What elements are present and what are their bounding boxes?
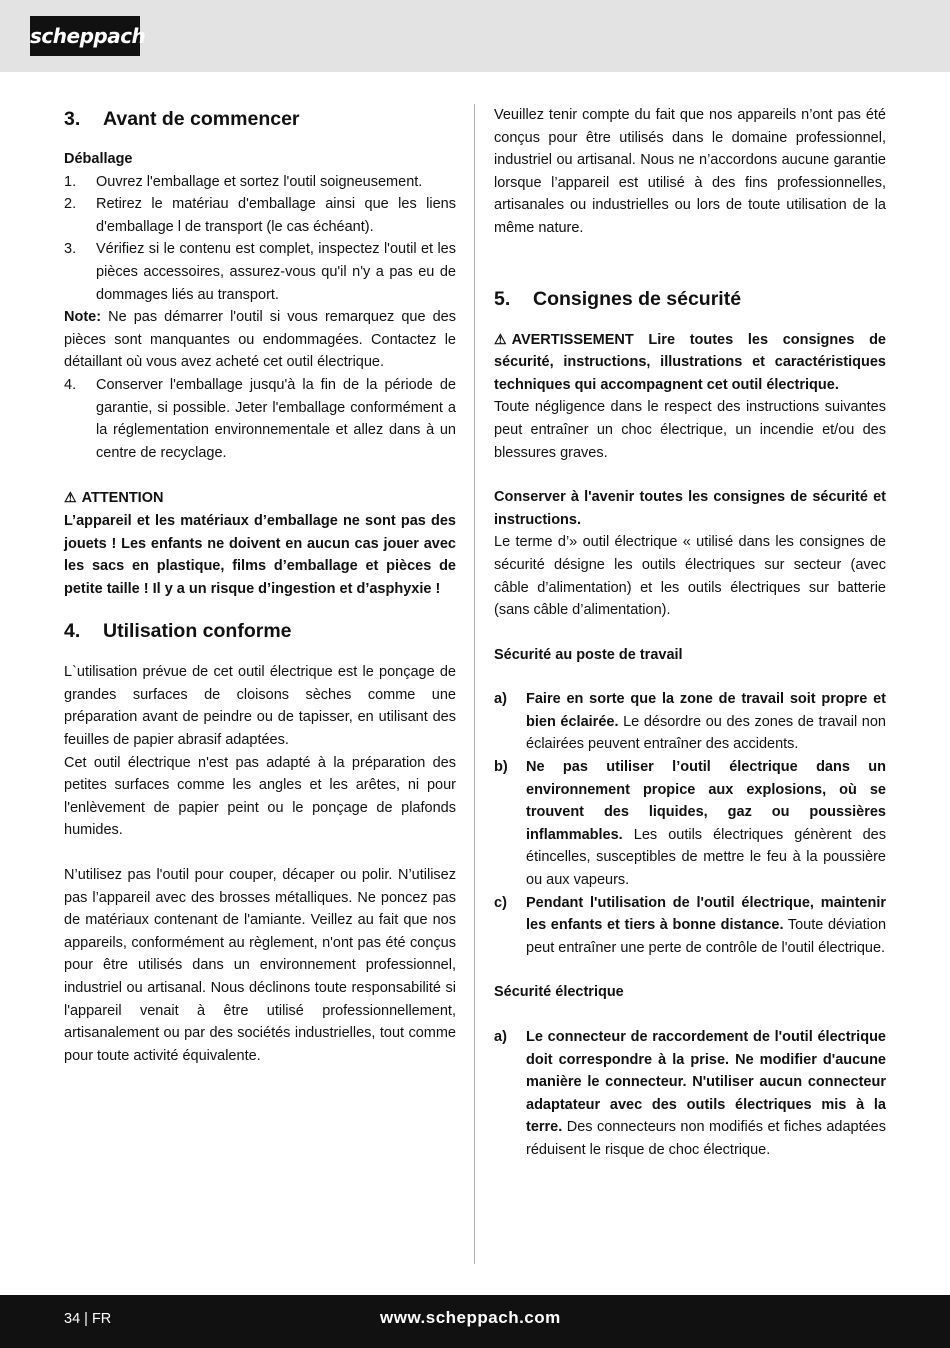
note-paragraph — [64, 306, 456, 374]
list-item — [494, 1026, 886, 1162]
section-title: Avant de commencer — [103, 108, 300, 130]
list-item — [494, 688, 886, 756]
brand-logo: scheppach — [30, 16, 140, 56]
unpacking-list — [64, 171, 456, 307]
intro-paragraph: Veuillez tenir compte du fait que nos appareils n’ont pas été conçus pour être utilisés dans le domaine professionnel, industriel ou artisanal. Nous ne n’accordons aucune garantie lorsque l’appareil est utilisé à des fins professionnelles, artisanales ou industrielles ou lors de toute utilisation de la même nature. — [494, 107, 886, 236]
warning-text: Toute négligence dans le respect des instructions suivantes peut entraîner un choc électrique, un incendie et/ou des blessures graves. — [494, 399, 886, 461]
website-link[interactable]: www.scheppach.com — [380, 1308, 561, 1327]
item-bold-text: Pendant l'utilisation de l'outil électrique, maintenir les enfants et tiers à bonne distance. — [526, 894, 886, 934]
column-divider — [474, 104, 475, 1264]
list-item — [64, 238, 456, 306]
item-text: Toute déviation peut entraîner une perte de contrôle de l'outil électrique. — [526, 917, 887, 956]
section-title: Utilisation conforme — [103, 620, 292, 643]
item-marker: 2. — [64, 196, 77, 213]
item-marker: a) — [494, 691, 507, 708]
list-item — [64, 171, 456, 194]
list-item — [64, 193, 456, 238]
section-number: 4. — [64, 620, 81, 643]
list-item — [494, 892, 886, 960]
section-3-heading — [64, 104, 456, 134]
item-marker: 4. — [64, 376, 77, 393]
list-item — [64, 374, 456, 464]
note-text: Ne pas démarrer l'outil si vous remarquez que des pièces sont manquantes ou endommagées. Contactez le détaillant où vous avez acheté cet outil électrique. — [64, 309, 456, 371]
item-marker: 3. — [64, 241, 77, 258]
item-text: Des connecteurs non modifiés et fiches adaptées réduisent le risque de choc électrique. — [526, 1119, 886, 1158]
item-marker: c) — [494, 894, 507, 911]
footer-bar — [0, 1295, 950, 1348]
item-marker: b) — [494, 759, 508, 776]
item-marker: 1. — [64, 173, 77, 190]
item-bold-text: Le connecteur de raccordement de l'outil électrique doit correspondre à la prise. Ne modifier d'aucune manière le connecteur. N'utiliser aucun connecteur adaptateur avec des outils électriques mis à la terre. — [526, 1029, 886, 1136]
list-item — [494, 756, 886, 892]
item-text: Vérifiez si le contenu est complet, inspectez l'outil et les pièces accessoires, assurez-vous qu'il n'y a pas eu de dommages liés au transport. — [96, 241, 456, 303]
left-column — [64, 104, 456, 1067]
item-text: Conserver l'emballage jusqu'à la fin de la période de garantie, si possible. Jeter l'emballage conformément a la réglementation environnementale et allez dans à un centre de recyclage. — [96, 376, 456, 461]
unpacking-title: Déballage — [64, 151, 133, 167]
header-bar — [0, 0, 950, 72]
section-number: 3. — [64, 108, 81, 130]
electric-title: Sécurité électrique — [494, 984, 624, 1001]
use-paragraph-1: L`utilisation prévue de cet outil électrique est le ponçage de grandes surfaces de cloisons sèches comme une préparation avant de peindre ou de tapisser, en utilisant des feuilles de papier abrasif adaptées. — [64, 664, 456, 749]
warning-bold-text: AVERTISSEMENT Lire toutes les consignes de sécurité, instructions, illustrations et caractéristiques techniques qui accompagnent cet outil électrique. — [494, 331, 886, 393]
section-title: Consignes de sécurité — [533, 287, 742, 310]
right-column — [494, 104, 886, 1162]
attention-heading — [64, 486, 456, 510]
section-5-heading — [494, 284, 886, 314]
note-label: Note: — [64, 309, 102, 326]
item-text: Le désordre ou des zones de travail non éclairées peuvent entraîner des accidents. — [526, 713, 886, 753]
warning-triangle-icon: ⚠ — [494, 330, 507, 347]
use-paragraph-3: N’utilisez pas l'outil pour couper, décaper ou polir. N’utilisez pas l’appareil avec des brosses métalliques. Ne poncez pas de matériaux contenant de l'amiante. Veillez au fait que nos appareils, conformément au règlement, n'ont pas été conçus pour être utilisés dans un environnement professionnel, industriel ou artisanal. Nous déclinons toute responsabilité si l'appareil venait à être utilisé professionnellement, artisanalement ou par des sociétés industrielles, tout comme pour toute activité équivalente. — [64, 867, 456, 1064]
item-bold-text: Ne pas utiliser l’outil électrique dans un environnement propice aux explosions, où se trouvent des liquides, gaz ou poussières inflammables. — [526, 759, 886, 843]
keep-instructions-bold: Conserver à l'avenir toutes les consignes de sécurité et instructions. — [494, 489, 886, 528]
section-number: 5. — [494, 287, 511, 310]
item-text: Ouvrez l'emballage et sortez l'outil soigneusement. — [96, 173, 423, 190]
attention-text: L’appareil et les matériaux d’emballage ne sont pas des jouets ! Les enfants ne doivent en aucun cas jouer avec les sacs en plastique, films d’emballage et pièces de petite taille ! Il y a un risque d’ingestion et d’asphyxie ! — [64, 512, 456, 597]
item-text: Retirez le matériau d'emballage ainsi que les liens d'emballage l de transport (le cas échéant). — [96, 196, 456, 235]
unpacking-list-cont — [64, 374, 456, 464]
item-marker: a) — [494, 1029, 507, 1045]
section-4-heading — [64, 616, 456, 646]
electric-list — [494, 1026, 886, 1162]
use-paragraph-2: Cet outil électrique n'est pas adapté à la préparation des petites surfaces comme les angles et les arêtes, ni pour l'enlèvement de papier peint ou le ponçage de plafonds humides. — [64, 754, 456, 839]
warning-paragraph — [494, 328, 886, 397]
warning-triangle-icon: ⚠ — [64, 489, 77, 506]
workplace-list — [494, 688, 886, 959]
keep-instructions-text: Le terme d’» outil électrique « utilisé dans les consignes de sécurité désigne les outils électriques sur secteur (avec câble d’alimentation) et les outils électriques sur batterie (sans câble d’alimentation). — [494, 534, 886, 619]
attention-title: ATTENTION — [81, 490, 164, 507]
page-number: 34 | FR — [64, 1311, 112, 1327]
workplace-title: Sécurité au poste de travail — [494, 646, 683, 663]
item-bold-text: Faire en sorte que la zone de travail soit propre et bien éclairée. — [526, 691, 886, 730]
item-text: Les outils électriques génèrent des étincelles, susceptibles de mettre le feu à la poussière ou aux vapeurs. — [526, 826, 886, 889]
